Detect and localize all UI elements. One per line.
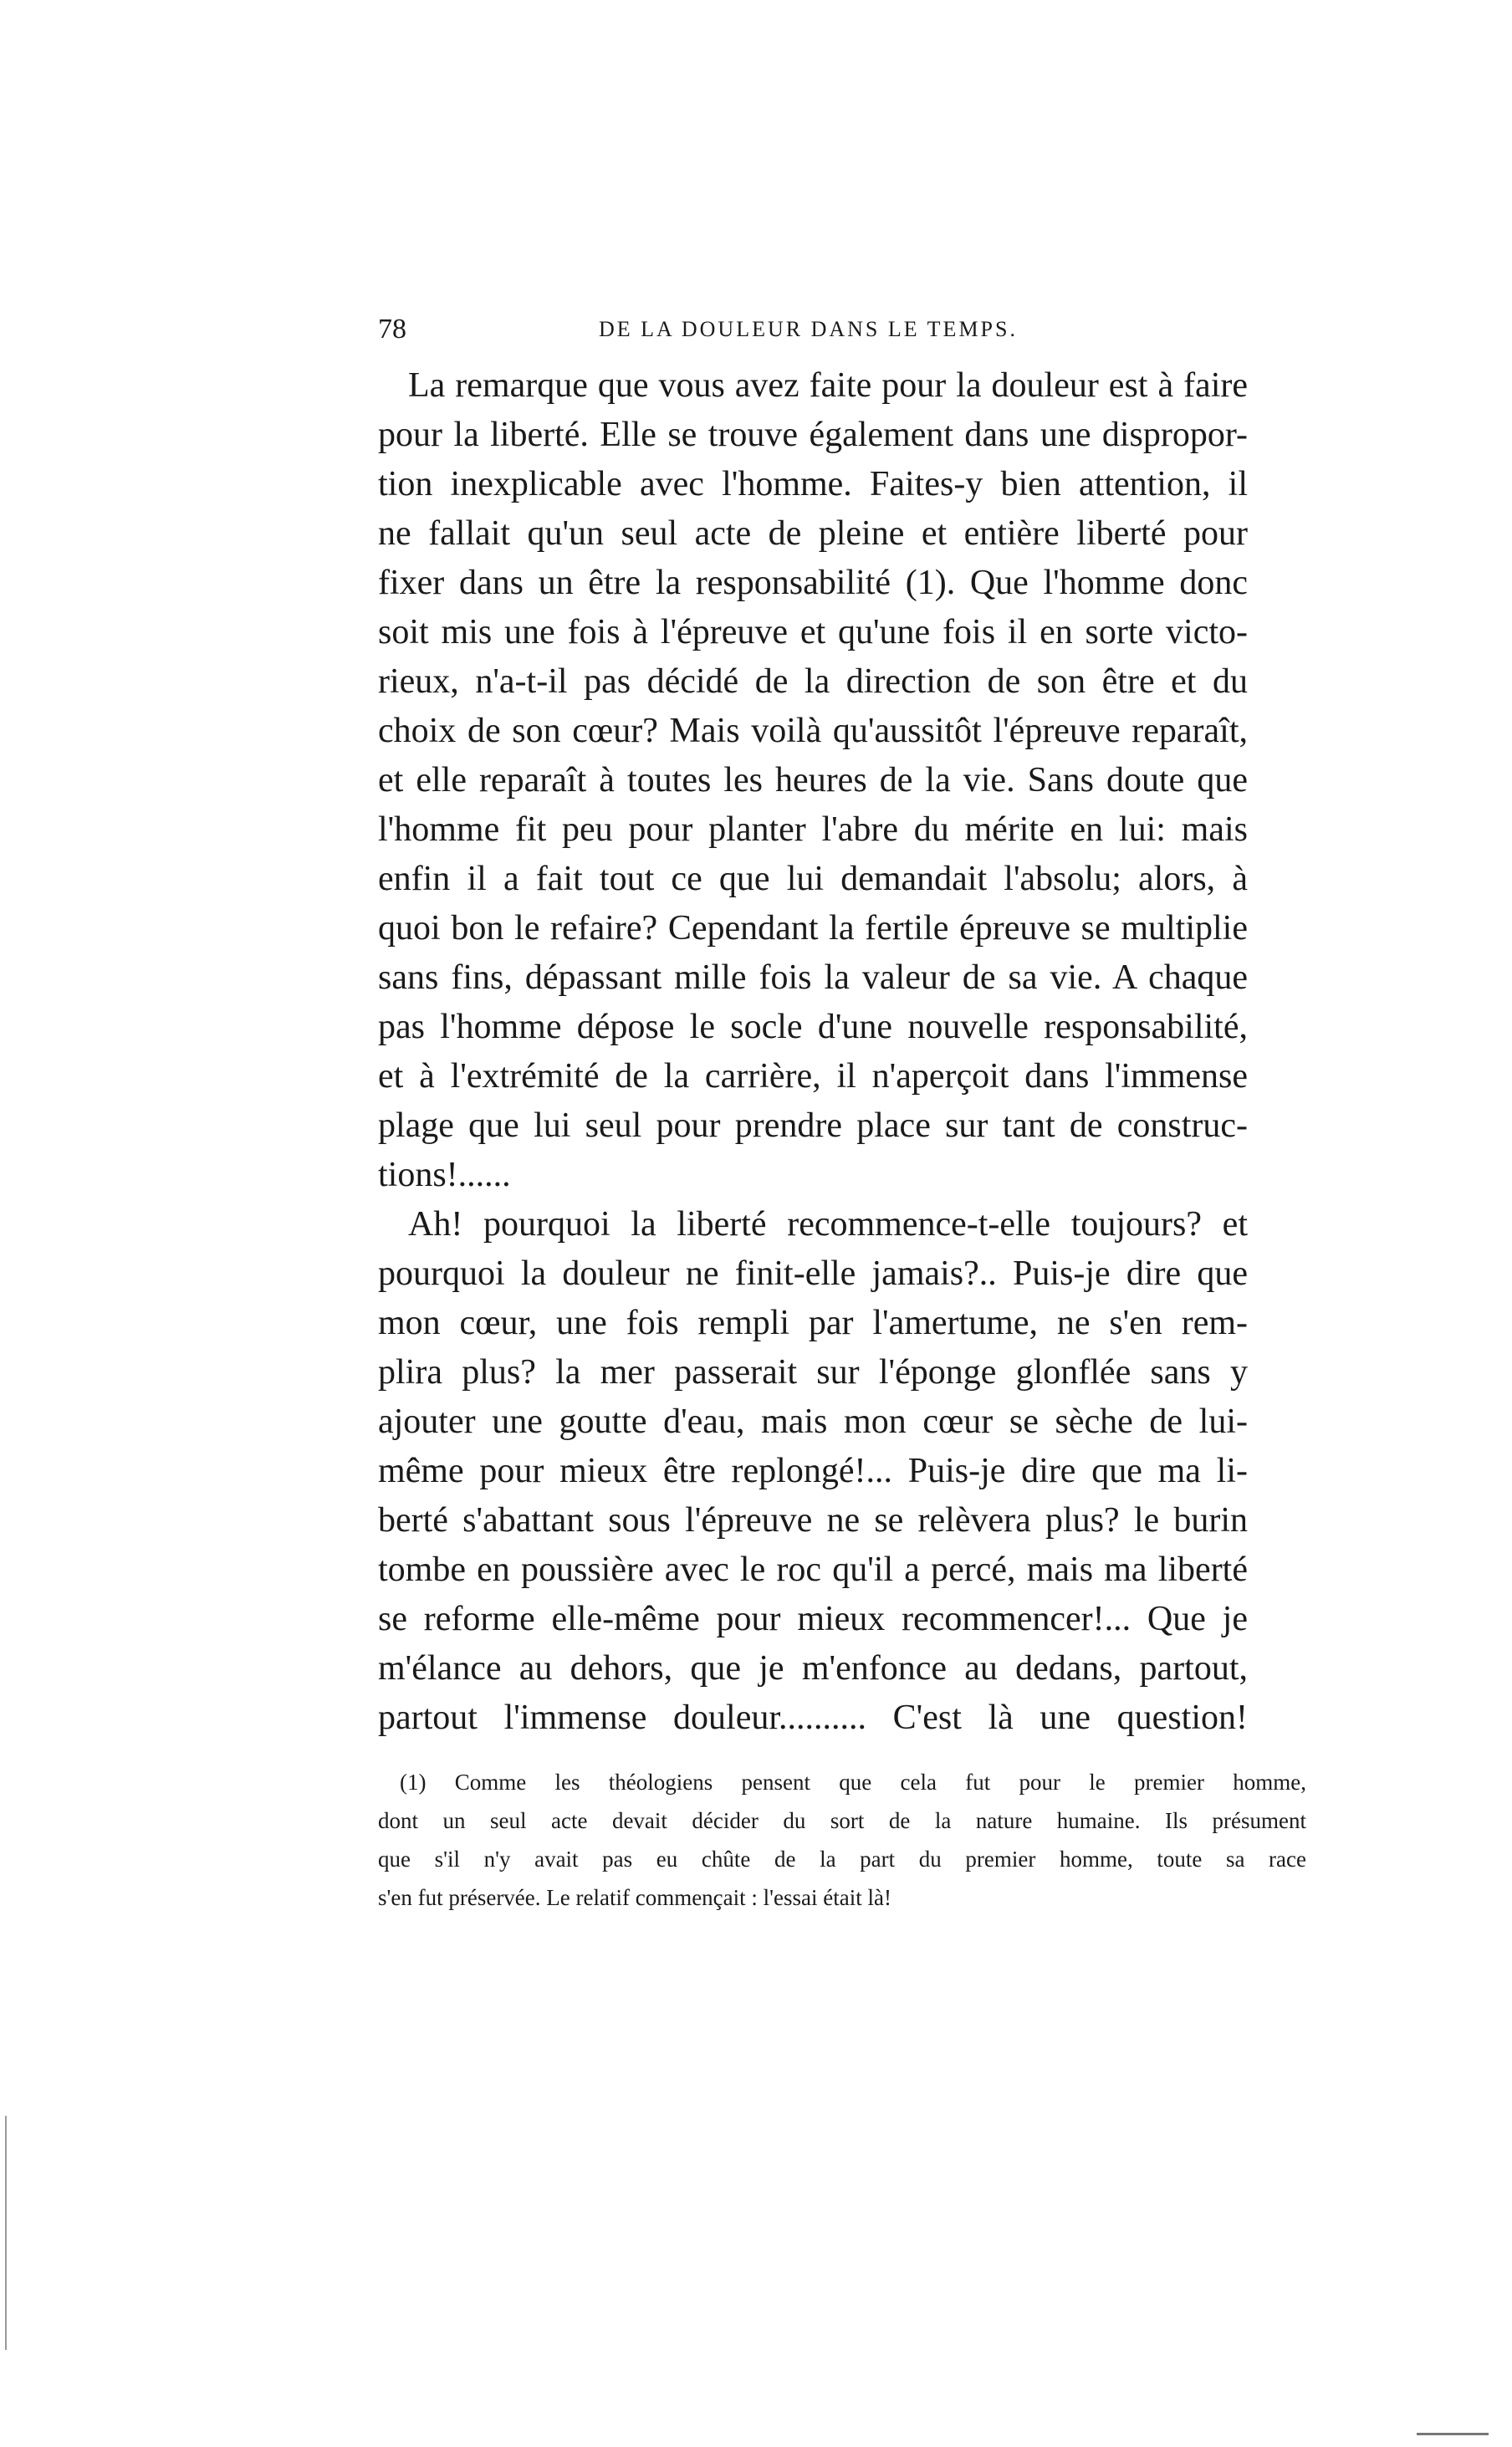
text-line: ajouter une goutte d'eau, mais mon cœur se sèche de lui- bbox=[378, 1402, 1248, 1441]
text-line: soit mis une fois à l'épreuve et qu'une fois il en sorte victo- bbox=[378, 613, 1248, 651]
text-line: même pour mieux être replongé!... Puis-je dire que ma li- bbox=[378, 1452, 1248, 1490]
footnote-line: s'en fut préservée. Le relatif commençait : l'essai était là! bbox=[378, 1885, 891, 1910]
footnote-line: que s'il n'y avait pas eu chûte de la part du premier homme, toute sa race bbox=[378, 1847, 1306, 1872]
page-number: 78 bbox=[378, 314, 406, 345]
text-line: tombe en poussière avec le roc qu'il a percé, mais ma liberté bbox=[378, 1550, 1248, 1589]
text-line: m'élance au dehors, que je m'enfonce au dedans, partout, bbox=[378, 1649, 1248, 1688]
text-line: pas l'homme dépose le socle d'une nouvelle responsabilité, bbox=[378, 1008, 1248, 1046]
text-line: pourquoi la douleur ne finit-elle jamais?.. Puis-je dire que bbox=[378, 1254, 1248, 1293]
running-title: DE LA DOULEUR DANS LE TEMPS. bbox=[599, 317, 1018, 341]
text-line: et elle reparaît à toutes les heures de la vie. Sans doute que bbox=[378, 761, 1248, 799]
text-line: se reforme elle-même pour mieux recommencer!... Que je bbox=[378, 1600, 1248, 1638]
text-line: choix de son cœur? Mais voilà qu'aussitôt l'épreuve reparaît, bbox=[378, 712, 1248, 750]
text-line: Ah! pourquoi la liberté recommence-t-elle toujours? et bbox=[408, 1205, 1248, 1244]
footnote bbox=[378, 1763, 1306, 1917]
text-line: ne fallait qu'un seul acte de pleine et entière liberté pour bbox=[378, 514, 1248, 553]
text-line: partout l'immense douleur.......... C'est là une question! bbox=[378, 1699, 1248, 1737]
running-head bbox=[378, 311, 1248, 348]
text-line: berté s'abattant sous l'épreuve ne se relèvera plus? le burin bbox=[378, 1501, 1248, 1540]
text-line: enfin il a fait tout ce que lui demandait l'absolu; alors, à bbox=[378, 860, 1248, 898]
text-line: quoi bon le refaire? Cependant la fertile épreuve se multiplie bbox=[378, 909, 1248, 948]
text-line: rieux, n'a-t-il pas décidé de la direction de son être et du bbox=[378, 662, 1248, 701]
corner-scan-mark bbox=[1417, 2433, 1489, 2435]
main-text bbox=[378, 361, 1248, 1743]
footnote-line: (1) Comme les théologiens pensent que cela fut pour le premier homme, bbox=[400, 1770, 1306, 1795]
text-line: mon cœur, une fois rempli par l'amertume, ne s'en rem- bbox=[378, 1304, 1248, 1342]
text-line: et à l'extrémité de la carrière, il n'aperçoit dans l'immense bbox=[378, 1057, 1248, 1096]
text-line: La remarque que vous avez faite pour la douleur est à faire bbox=[408, 366, 1248, 405]
text-line: tions!...... bbox=[378, 1156, 511, 1194]
text-line: l'homme fit peu pour planter l'abre du mérite en lui: mais bbox=[378, 810, 1248, 849]
text-line: plage que lui seul pour prendre place sur tant de construc- bbox=[378, 1106, 1248, 1145]
text-line: sans fins, dépassant mille fois la valeur de sa vie. A chaque bbox=[378, 958, 1248, 997]
text-line: tion inexplicable avec l'homme. Faites-y bien attention, il bbox=[378, 465, 1248, 503]
footnote-line: dont un seul acte devait décider du sort de la nature humaine. Ils présument bbox=[378, 1808, 1306, 1833]
text-line: fixer dans un être la responsabilité (1). Que l'homme donc bbox=[378, 564, 1248, 602]
margin-scan-mark bbox=[5, 2116, 7, 2350]
text-line: pour la liberté. Elle se trouve également dans une dispropor- bbox=[378, 416, 1248, 454]
text-line: plira plus? la mer passerait sur l'éponge glonflée sans y bbox=[378, 1353, 1248, 1392]
